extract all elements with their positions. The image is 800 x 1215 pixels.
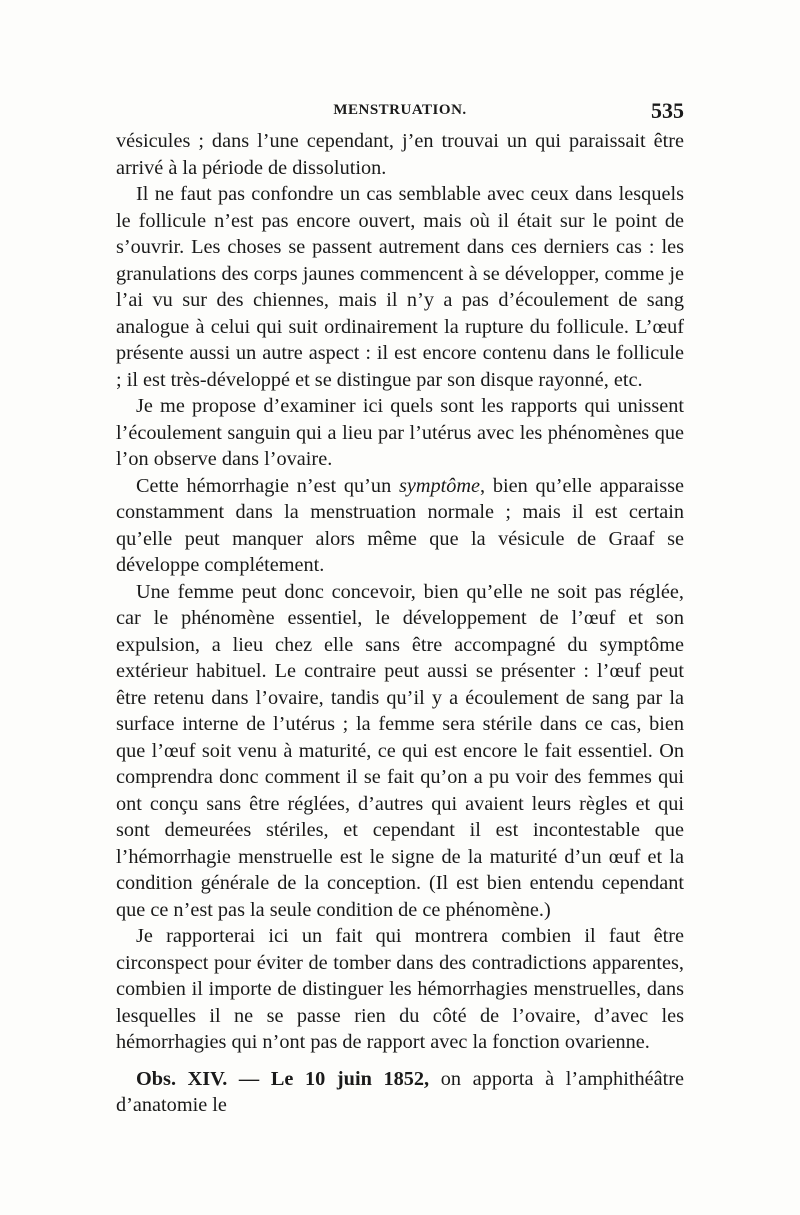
- paragraph-3: Je me propose d’examiner ici quels sont les rapports qui unissent l’écoulement sanguin qui a lieu par l’utérus avec les phénomènes que l’on observe dans l’ovaire.: [116, 395, 684, 470]
- observation-text: on apporta à l’amphithéâtre d’anatomie le: [116, 1067, 684, 1116]
- paragraph-4-after: , bien qu’elle apparaisse constamment dans la menstruation normale ; mais il est certain qu’elle peut manquer alors même que la vésicule de Graaf se développe complétement.: [116, 474, 684, 576]
- page-number: 535: [651, 98, 684, 123]
- body-text: [116, 128, 684, 1119]
- running-title: MENSTRUATION.: [333, 102, 467, 118]
- paragraph-6: Je rapporterai ici un fait qui montrera combien il faut être circonspect pour éviter de tomber dans des contradictions apparentes, combien il importe de distinguer les hémorrhagies menstruelles, dans lesquelles il ne se passe rien du côté de l’ovaire, d’avec les hémorrhagies qui n’ont pas de rapport avec la fonction ovarienne.: [116, 925, 684, 1053]
- paragraph-2: Il ne faut pas confondre un cas semblable avec ceux dans lesquels le follicule n’est pas encore ouvert, mais où il était sur le point de s’ouvrir. Les choses se passent autrement dans ces derniers cas : les granulations des corps jaunes commencent à se développer, comme je l’ai vu sur des chiennes, mais il n’y a pas d’écoulement de sang analogue à celui qui suit ordinairement la rupture du follicule. L’œuf présente aussi un autre aspect : il est encore contenu dans le follicule ; il est très-développé et se distingue par son disque rayonné, etc.: [116, 183, 684, 391]
- paragraph-1: vésicules ; dans l’une cependant, j’en trouvai un qui paraissait être arrivé à la période de dissolution.: [116, 130, 684, 179]
- emphasis-symptome: symptôme: [398, 474, 481, 497]
- observation-label: Obs. XIV. —: [136, 1067, 260, 1090]
- paragraph-4: [116, 473, 684, 579]
- running-head: [116, 98, 684, 128]
- observation-date: Le 10 juin 1852,: [270, 1067, 430, 1090]
- paragraph-5: Une femme peut donc concevoir, bien qu’elle ne soit pas réglée, car le phénomène essentiel, le développement de l’œuf et son expulsion, a lieu chez elle sans être accompagné du symptôme extérieur habituel. Le contraire peut aussi se présenter : l’œuf peut être retenu dans l’ovaire, tandis qu’il y a écoulement de sang par la surface interne de l’utérus ; la femme sera stérile dans ce cas, bien que l’œuf soit venu à maturité, ce qui est encore le fait essentiel. On comprendra donc comment il se fait qu’on a pu voir des femmes qui ont conçu sans être réglées, d’autres qui avaient leurs règles et qui sont demeurées stériles, et cependant il est incontestable que l’hémorrhagie menstruelle est le signe de la maturité d’un œuf et la condition générale de la conception. (Il est bien entendu cependant que ce n’est pas la seule condition de ce phénomène.): [116, 580, 684, 921]
- observation-line: [116, 1066, 684, 1119]
- paragraph-4-before: Cette hémorrhagie n’est qu’un: [136, 474, 399, 497]
